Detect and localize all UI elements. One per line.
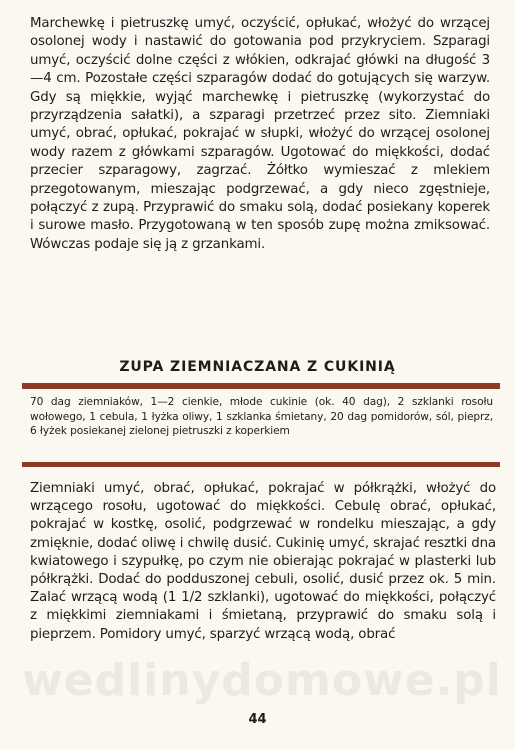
ingredients-top-rule	[22, 383, 500, 389]
recipe-instructions-continued: Marchewkę i pietruszkę umyć, oczyścić, opłukać, włożyć do wrzącej osolonej wody i nastawić do gotowania pod przykryciem. Szparagi umyć, oczyścić dolne części z włókien, odkrajać główki na długość 3—4 cm. Pozostałe części szparagów dodać do gotujących się warzyw. Gdy są miękkie, wyjąć marchewkę i pietruszkę (wykorzystać do przyrządzenia sałatki), a szparagi przetrzeć przez sito. Ziemniaki umyć, obrać, opłukać, pokrajać w słupki, włożyć do wrzącej osolonej wody razem z główkami szparagów. Ugotować do miękkości, dodać przecier szparagowy, zagrzać. Żółtko wymieszać z mlekiem przegotowanym, mieszając podgrzewać, a gdy nieco zgęstnieje, połączyć z zupą. Przyprawić do smaku solą, dodać posiekany koperek i surowe masło. Przygotowaną w ten sposób zupę można zmiksować. Wówczas podaje się ją z grzankami.	[30, 16, 490, 252]
page-number: 44	[248, 712, 267, 727]
recipe-instructions: Ziemniaki umyć, obrać, opłukać, pokrajać w półkrążki, włożyć do wrzącego rosołu, ugotować do miękkości. Cebulę obrać, opłukać, pokrajać w kostkę, osolić, podgrzewać w rondelku mieszając, a gdy zmięknie, dodać oliwę i chwilę dusić. Cukinię umyć, skrajać resztki dna kwiatowego i szypułkę, po czym nie obierając pokrajać w plasterki lub półkrążki. Dodać do podduszonej cebuli, osolić, dusić przez ok. 5 min. Zalać wrzącą wodą (1 1/2 szklanki), ugotować do miękkości, połączyć z miękkimi ziemniakami i śmietaną, przyprawić do smaku solą i pieprzem. Pomidory umyć, sparzyć wrzącą wodą, obrać	[30, 481, 496, 642]
ingredients-list: 70 dag ziemniaków, 1—2 cienkie, młode cukinie (ok. 40 dag), 2 szklanki rosołu wołowego, 1 cebula, 1 łyżka oliwy, 1 szklanka śmietany, 20 dag pomidorów, sól, pieprz, 6 łyżek posiekanej zielonej pietruszki z koperkiem	[30, 396, 493, 437]
watermark: wedlinydomowe.pl	[22, 655, 502, 706]
ingredients-bottom-rule	[22, 462, 500, 467]
recipe-title: ZUPA ZIEMNIACZANA Z CUKINIĄ	[119, 359, 396, 375]
